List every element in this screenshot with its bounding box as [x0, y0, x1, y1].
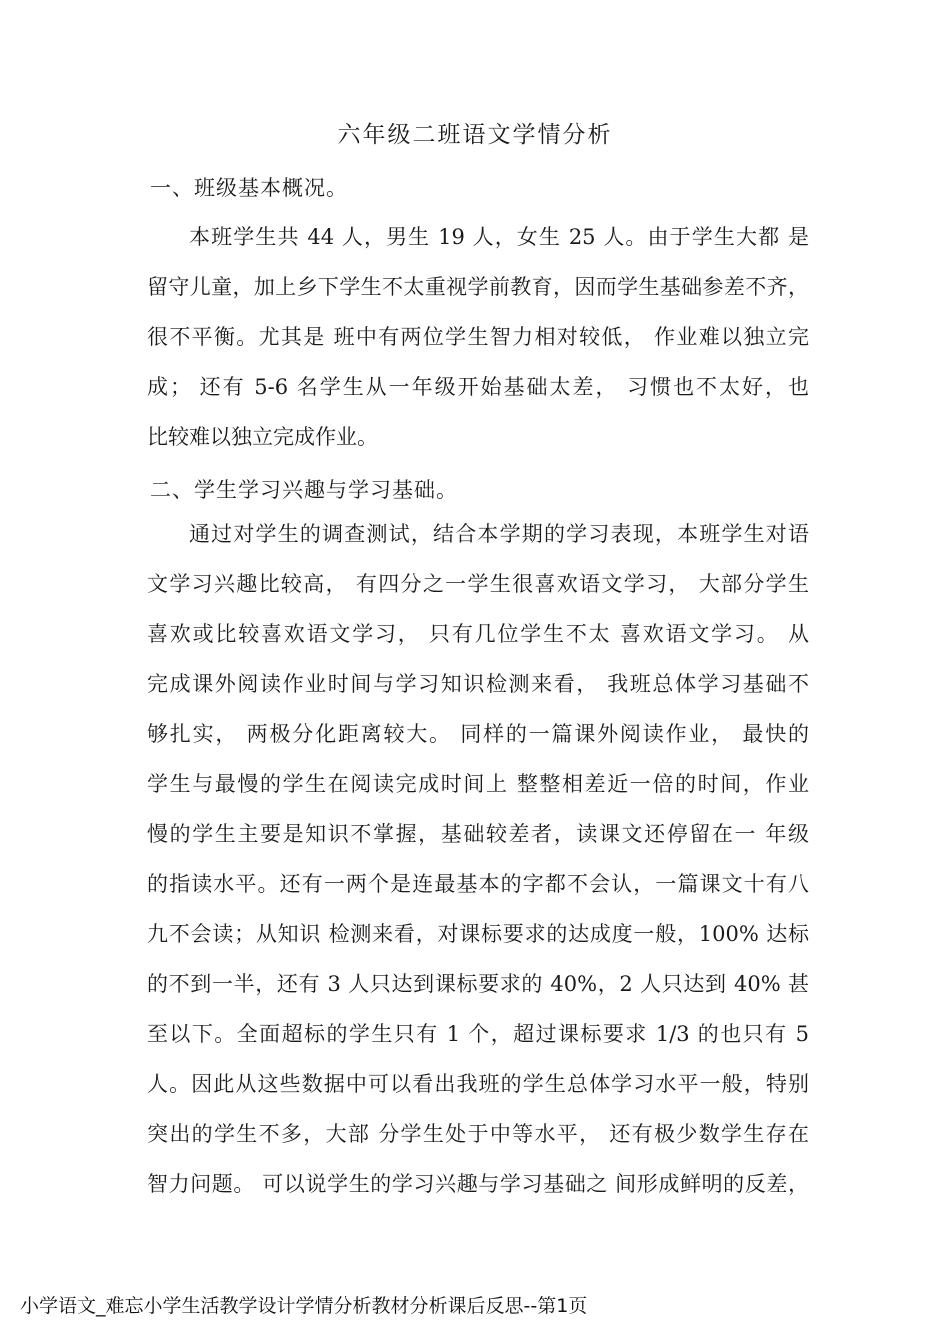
section-heading-2: 二、学生学习兴趣与学习基础。: [150, 478, 458, 502]
paragraph-line: 通过对学生的调查测试，结合本学期的学习表现，本班学生对语: [189, 522, 809, 546]
paragraph-line: 本班学生共 44 人，男生 19 人，女生 25 人。由于学生大都 是: [189, 225, 809, 249]
paragraph-line: 留守儿童，加上乡下学生不太重视学前教育，因而学生基础参差不齐，: [147, 275, 809, 299]
page-footer: 小学语文_难忘小学生活教学设计学情分析教材分析课后反思--第1页: [20, 1295, 588, 1317]
paragraph-line: 智力问题。 可以说学生的学习兴趣与学习基础之 间形成鲜明的反差，: [147, 1172, 809, 1196]
paragraph-line: 比较难以独立完成作业。: [147, 425, 378, 449]
paragraph-line: 的不到一半，还有 3 人只达到课标要求的 40%，2 人只达到 40% 甚: [147, 972, 809, 996]
document-title: 六年级二班语文学情分析: [337, 122, 613, 148]
section-heading-1: 一、班级基本概况。: [150, 176, 348, 200]
paragraph-line: 喜欢或比较喜欢语文学习， 只有几位学生不太 喜欢语文学习。 从: [147, 622, 809, 646]
paragraph-line: 成； 还有 5-6 名学生从一年级开始基础太差， 习惯也不太好，也: [147, 375, 809, 399]
section-paragraph-1: [147, 212, 809, 462]
paragraph-line: 够扎实， 两极分化距离较大。 同样的一篇课外阅读作业， 最快的: [147, 722, 809, 746]
paragraph-line: 至以下。全面超标的学生只有 1 个，超过课标要求 1/3 的也只有 5: [147, 1022, 809, 1046]
paragraph-line: 九不会读；从知识 检测来看，对课标要求的达成度一般，100% 达标: [147, 922, 809, 946]
paragraph-line: 人。因此从这些数据中可以看出我班的学生总体学习水平一般，特别: [147, 1072, 809, 1096]
section-paragraph-2: [147, 509, 809, 1209]
paragraph-line: 完成课外阅读作业时间与学习知识检测来看， 我班总体学习基础不: [147, 672, 809, 696]
paragraph-line: 的指读水平。还有一两个是连最基本的字都不会认，一篇课文十有八: [147, 872, 809, 896]
paragraph-line: 很不平衡。尤其是 班中有两位学生智力相对较低， 作业难以独立完: [147, 325, 809, 349]
paragraph-line: 慢的学生主要是知识不掌握，基础较差者，读课文还停留在一 年级: [147, 822, 809, 846]
paragraph-line: 文学习兴趣比较高， 有四分之一学生很喜欢语文学习， 大部分学生: [147, 572, 809, 596]
paragraph-line: 学生与最慢的学生在阅读完成时间上 整整相差近一倍的时间，作业: [147, 772, 809, 796]
paragraph-line: 突出的学生不多，大部 分学生处于中等水平， 还有极少数学生存在: [147, 1122, 809, 1146]
